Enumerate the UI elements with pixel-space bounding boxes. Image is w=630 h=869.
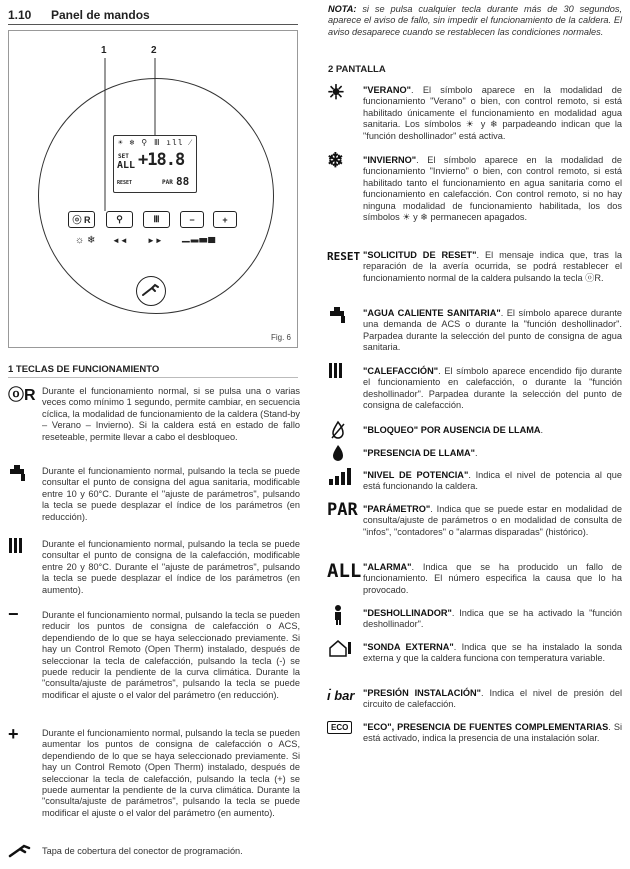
display-winter-description: "INVIERNO". El símbolo aparece en la modalidad de funcionamiento "Invierno" o bien, con control remoto, si está habilitado tanto el funcionamiento en agua sanitaria como el funcionamiento en calefacción. Con control remoto, si no hay ninguna modalidad de funcionamiento habilitada, los dos símbolos ☀ y ❄ permanecen apagados. xyxy=(363,155,622,223)
header-divider xyxy=(8,24,298,25)
plus-button[interactable]: + xyxy=(213,211,237,228)
callout-2: 2 xyxy=(151,45,157,56)
minus-icon: − xyxy=(8,604,19,624)
external-probe-icon xyxy=(328,638,352,658)
flame-off-icon xyxy=(330,420,346,440)
tap-icon xyxy=(8,464,30,484)
key-on-off-description: Durante el funcionamiento normal, si se pulsa una o varias veces como mínimo 1 segundo, permite cambiar, en secuencia cíclica, la modalidad de funcionamiento de la caldera (Stand-by – Verano – Invierno). Si la caldera está en estado de fallo reseteable, permite llevar a cabo el desbloqueo. xyxy=(42,386,300,442)
increase-indicator: ►► xyxy=(147,236,163,245)
key-plus-description: Durante el funcionamiento normal, pulsando la tecla se pueden aumentar los puntos de consigna de calefacción o ACS, dependiendo de lo que se haya seleccionado previamente. Si hay un Control Remoto (Open Therm) instalado, después de seleccionar la tecla de calefacción, pulsando la tecla (+) se puede aumentar la pendiente de la curva climática. Durante la "consulta/ajuste de parámetros", pulsando la tecla se puede modificar el ajuste o el valor del parámetro (en aumento). xyxy=(42,728,300,818)
key-minus-description: Durante el funcionamiento normal, pulsando la tecla se pueden reducir los puntos de consigna de calefacción o ACS, dependiendo de lo que se haya seleccionado previamente. Si hay un Control Remoto (Open Therm) instalado, después de seleccionar la tecla de calefacción, pulsando la tecla (-) se puede reducir la pendiente de la curva climática. Durante la "consulta/ajuste de parámetros", pulsando la tecla se puede modificar el ajuste o el valor del parámetro (en reducción). xyxy=(42,610,300,700)
on-off-reset-button[interactable]: ⓞ R xyxy=(68,211,95,228)
display-flame-presence-description: "PRESENCIA DE LLAMA". xyxy=(363,448,478,458)
lcd-par: PAR xyxy=(162,179,173,186)
display-heading: 2 PANTALLA xyxy=(328,64,386,75)
plus-icon: + xyxy=(8,724,19,744)
pressure-bar-icon: ı̇ bar xyxy=(327,688,355,703)
note-paragraph xyxy=(328,4,622,38)
heating-button[interactable]: Ⅲ xyxy=(143,211,170,228)
display-chimney-sweep-description: "DESHOLLINADOR". Indica que se ha activado la "función deshollinador". xyxy=(363,608,622,630)
display-parameter-description: "PARÁMETRO". Indica que se puede estar en modalidad de consulta/ajuste de parámetros o en modalidad de consulta de "infos", "contadores" o "alarmas disparadas" (histórico). xyxy=(363,504,622,537)
lcd-digits: +18.8 xyxy=(138,150,185,170)
display-summer-description: "VERANO". El símbolo aparece en la modalidad de funcionamiento "Verano" o bien, con control remoto, si está habilitado únicamente el funcionamiento en modalidad agua sanitaria. Los símbolos ☀ y ❄ parpadeando indican que la "función deshollinador" está activa. xyxy=(363,85,622,141)
lcd-set: SET xyxy=(118,153,129,160)
reset-icon: RESET xyxy=(327,250,361,263)
heating-radiator-icon xyxy=(328,362,346,380)
display-reset-description: "SOLICITUD DE RESET". El mensaje indica que, tras la reparación de la avería ocurrida, se podrá restablecer el funcionamiento normal de la caldera pulsando la tecla ⓞR. xyxy=(363,250,622,283)
power-level-icon xyxy=(328,466,352,486)
figure-label: Fig. 6 xyxy=(270,333,291,342)
dhw-tap-icon xyxy=(328,306,350,326)
sun-icon: ☀ xyxy=(327,82,345,104)
all-icon: ALL xyxy=(327,560,362,582)
keys-heading: 1 TECLAS DE FUNCIONAMIENTO xyxy=(8,364,160,375)
minus-button[interactable]: − xyxy=(180,211,204,228)
programming-connector-cover[interactable] xyxy=(136,276,166,306)
lcd-reset: RESET xyxy=(117,180,133,186)
summer-winter-indicator: ☼ ❄ xyxy=(75,235,96,246)
section-number: 1.10 xyxy=(8,8,32,22)
display-pressure-description: "PRESIÓN INSTALACIÓN". Indica el nivel de presión del circuito de calefacción. xyxy=(363,688,623,710)
display-external-probe-description: "SONDA EXTERNA". Indica que se ha instalado la sonda externa y que la caldera funciona con temperatura variable. xyxy=(363,642,622,664)
chimney-sweep-icon xyxy=(330,604,346,626)
display-power-level-description: "NIVEL DE POTENCIA". Indica el nivel de potencia al que está funcionando la caldera. xyxy=(363,470,622,492)
display-eco-description: "ECO", PRESENCIA DE FUENTES COMPLEMENTARIAS. Si está activado, indica la presencia de una instalación solar. xyxy=(363,722,622,744)
lcd-display xyxy=(113,135,197,193)
note-label: NOTA: xyxy=(328,4,357,14)
snowflake-icon: ❄ xyxy=(327,150,344,172)
callout-1: 1 xyxy=(101,45,107,56)
display-alarm-description: "ALARMA". Indica que se ha producido un fallo de funcionamiento. El número especifica la causa que lo ha provocado. xyxy=(363,562,622,595)
power-bars-indicator: ▁▂▃▄ xyxy=(182,232,217,243)
lcd-small-digits: 88 xyxy=(176,175,190,188)
wrench-icon xyxy=(8,843,32,859)
display-dhw-description: "AGUA CALIENTE SANITARIA". El símbolo aparece durante una demanda de ACS o durante la "función deshollinador". Parpadea durante la selección del punto de consigna de agua sanitaria. xyxy=(363,308,622,353)
display-flame-lockout-description: "BLOQUEO" POR AUSENCIA DE LLAMA. xyxy=(363,425,544,435)
radiator-icon xyxy=(8,537,26,555)
flame-icon xyxy=(330,443,346,463)
par-icon: PAR xyxy=(327,500,358,520)
key-dhw-description: Durante el funcionamiento normal, pulsando la tecla se puede consultar el punto de consigna del agua sanitaria, modificable entre 10 y 60°C. Durante el "ajuste de parámetros", pulsando la tecla se puede desplazar el índice de los parámetros (en reducción). xyxy=(42,466,300,522)
key-heating-description: Durante el funcionamiento normal, pulsando la tecla se puede consultar el punto de consigna de la calefacción, modificable entre 20 y 80°C. Durante el "ajuste de parámetros", pulsando la tecla se puede desplazar el índice de los parámetros (en aumento). xyxy=(42,539,300,595)
dhw-button[interactable]: ⚲ xyxy=(106,211,133,228)
lcd-top-symbols: ☀ ❄ ⚲ Ⅲ ıll ⁄ xyxy=(118,138,192,147)
wrench-icon xyxy=(137,277,164,304)
display-heating-description: "CALEFACCIÓN". El símbolo aparece encendido fijo durante el funcionamiento en calefacción, o durante la "función deshollinador". Parpadea durante la selección del punto de consigna de calefacción. xyxy=(363,366,622,411)
lcd-all: ALL xyxy=(117,160,136,171)
note-text: si se pulsa cualquier tecla durante más de 30 segundos, aparece el aviso de fallo, sin impedir el funcionamiento de la caldera. El aviso desaparece cuando se restablecen las condiciones normales. xyxy=(328,4,622,37)
section-title: Panel de mandos xyxy=(51,8,150,22)
on-off-reset-icon: ⓞR xyxy=(8,387,36,404)
eco-icon: ECO xyxy=(327,721,352,734)
keys-divider xyxy=(8,377,298,378)
connector-cover-description: Tapa de cobertura del conector de programación. xyxy=(42,846,243,856)
decrease-indicator: ◄◄ xyxy=(112,236,128,245)
